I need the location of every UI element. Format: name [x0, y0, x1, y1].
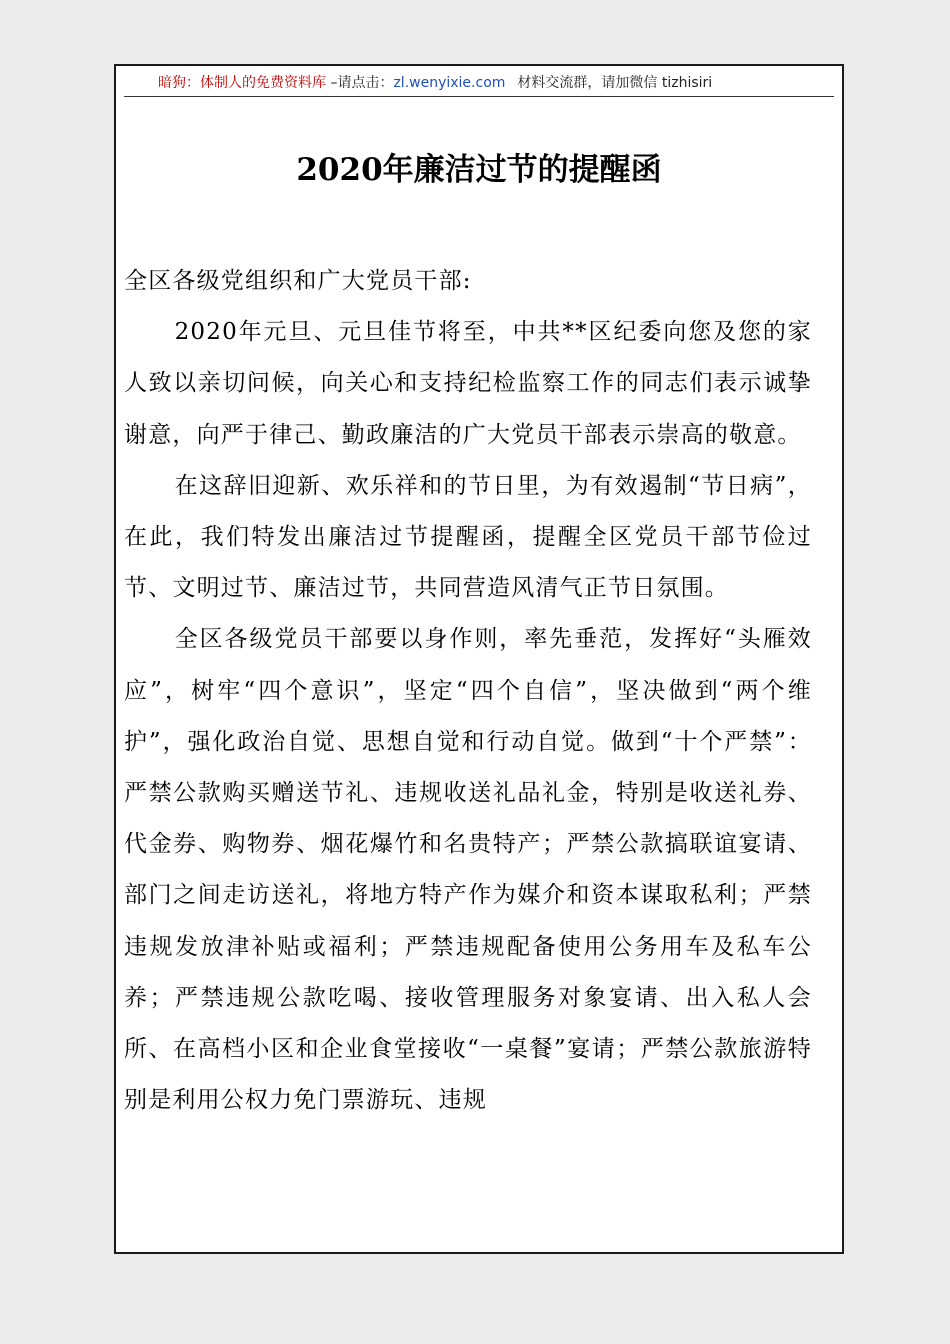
header-note: 材料交流群，请加微信 tizhisiri — [517, 75, 713, 91]
paragraph: 全区各级党员干部要以身作则，率先垂范，发挥好“头雁效应”，树牢“四个意识”，坚定“四个自信”，坚决做到“两个维护”，强化政治自觉、思想自觉和行动自觉。做到“十个严禁”：严禁公款购买赠送节礼、违规收送礼品礼金，特别是收送礼券、代金券、购物券、烟花爆竹和名贵特产；严禁公款搞联谊宴请、部门之间走访送礼，将地方特产作为媒介和资本谋取私利；严禁违规发放津补贴或福利；严禁违规配备使用公务用车及私车公养；严禁违规公款吃喝、接收管理服务对象宴请、出入私人会所、在高档小区和企业食堂接收“一桌餐”宴请；严禁公款旅游特别是利用公权力免门票游玩、违规 — [124, 626, 812, 1114]
header-prompt: –请点击： — [326, 75, 394, 91]
paragraph: 2020年元旦、元旦佳节将至，中共**区纪委向您及您的家人致以亲切问候，向关心和支持纪检监察工作的同志们表示诚挚谢意，向严于律己、勤政廉洁的广大党员干部表示崇高的敬意。 — [124, 319, 812, 448]
paragraph: 在这辞旧迎新、欢乐祥和的节日里，为有效遏制“节日病”，在此，我们特发出廉洁过节提醒函，提醒全区党员干部节俭过节、文明过节、廉洁过节，共同营造风清气正节日氛围。 — [124, 472, 812, 602]
document-body — [124, 256, 812, 1126]
document-title: 2020年廉洁过节的提醒函 — [296, 152, 662, 188]
page-header — [124, 70, 834, 97]
salutation: 全区各级党组织和广大党员干部: — [124, 268, 472, 294]
document-page — [114, 64, 844, 1254]
header-link[interactable]: zl.wenyixie.com — [393, 75, 506, 91]
header-brand: 暗狗：体制人的免费资料库 — [158, 75, 326, 91]
